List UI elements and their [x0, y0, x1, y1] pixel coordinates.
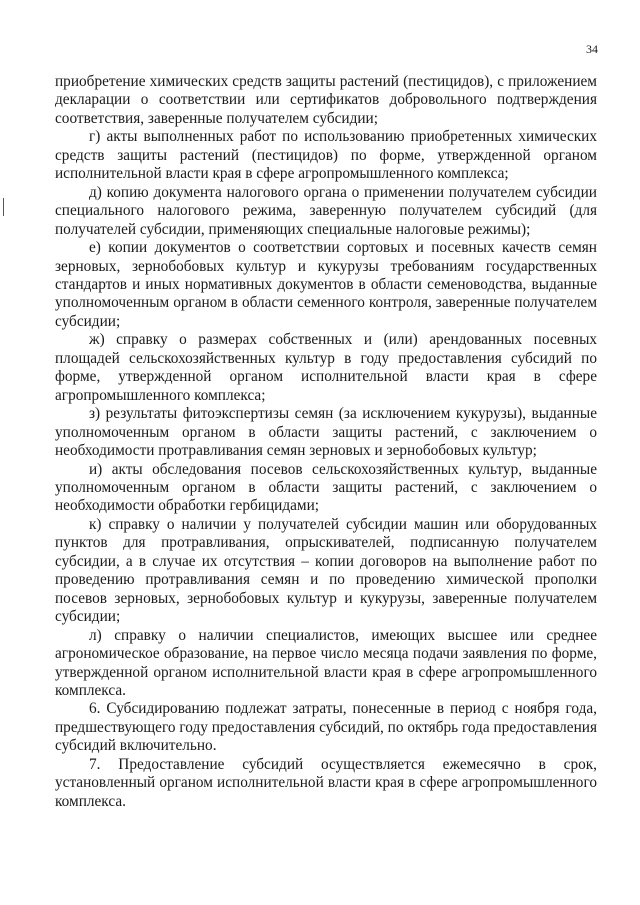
scan-margin-mark [3, 198, 4, 216]
paragraph-item-e: е) копии документов о соответствии сортовых и посевных качеств семян зерновых, зернобобовых культур и кукурузы требованиям государственных стандартов и иных нормативных документов в области семеноводства, выданные уполномоченным органом в области семенного контроля, заверенные получателем субсидии; [55, 239, 597, 330]
paragraph-clause-6: 6. Субсидированию подлежат затраты, понесенные в период с ноября года, предшествующего году предоставления субсидий, по октябрь года предоставления субсидий включительно. [55, 700, 597, 755]
paragraph-clause-7: 7. Предоставление субсидий осуществляется ежемесячно в срок, установленный органом исполнительной власти края в сфере агропромышленного комплекса. [55, 755, 597, 810]
paragraph-item-i: и) акты обследования посевов сельскохозяйственных культур, выданные уполномоченным органом в области защиты растений, с заключением о необходимости обработки гербицидами; [55, 460, 597, 515]
paragraph-item-z: з) результаты фитоэкспертизы семян (за исключением кукурузы), выданные уполномоченным органом в области защиты растений, с заключением о необходимости протравливания семян зерновых и зернобобовых культур; [55, 405, 597, 460]
paragraph-item-k: к) справку о наличии у получателей субсидии машин или оборудованных пунктов для протравливания, опрыскивателей, подписанную получателем субсидии, а в случае их отсутствия – копии договоров на выполнение работ по проведению протравливания семян и по проведению химической прополки посевов зерновых, зернобобовых культур и кукурузы, заверенные получателем субсидии; [55, 515, 597, 626]
paragraph-item-d: д) копию документа налогового органа о применении получателем субсидии специального налогового режима, заверенную получателем субсидий (для получателей субсидии, применяющих специальные налоговые режимы); [55, 183, 597, 238]
document-body [55, 73, 597, 811]
page-number: 34 [586, 42, 598, 56]
paragraph-item-zh: ж) справку о размерах собственных и (или) арендованных посевных площадей сельскохозяйственных культур в году предоставления субсидий по форме, утвержденной органом исполнительной власти края в сфере агропромышленного комплекса; [55, 331, 597, 404]
paragraph-item-l: л) справку о наличии специалистов, имеющих высшее или среднее агрономическое образование, на первое число месяца подачи заявления по форме, утвержденной органом исполнительной власти края в сфере агропромышленного комплекса. [55, 626, 597, 699]
paragraph-item-g: г) акты выполненных работ по использованию приобретенных химических средств защиты растений (пестицидов) по форме, утвержденной органом исполнительной власти края в сфере агропромышленного комплекса; [55, 128, 597, 183]
paragraph-continuation: приобретение химических средств защиты растений (пестицидов), с приложением декларации о соответствии или сертификатов добровольного подтверждения соответствия, заверенные получателем субсидии; [55, 73, 597, 127]
